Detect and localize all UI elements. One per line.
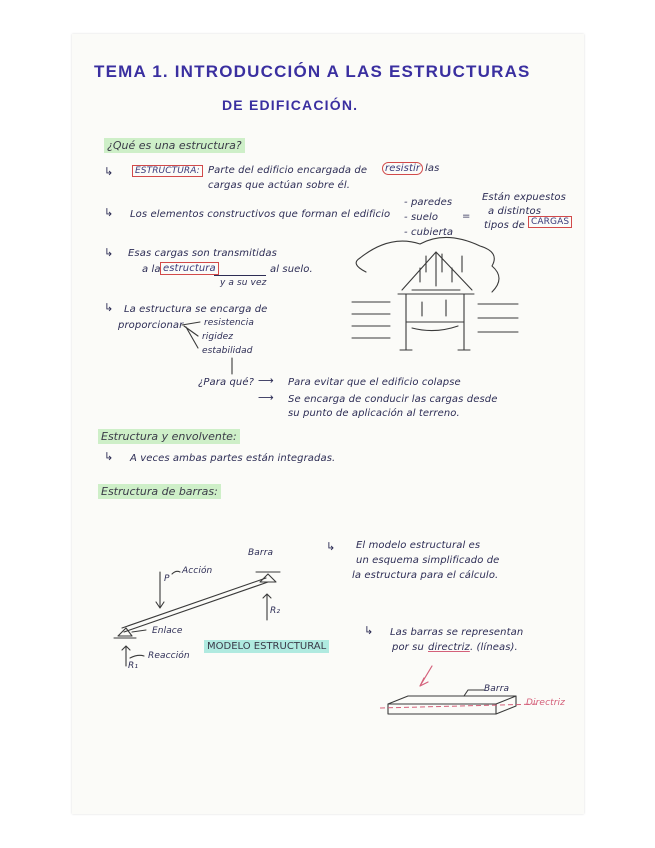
- label-p: P: [164, 574, 170, 584]
- transmit-line2-a: a la: [142, 264, 161, 275]
- elements-list-item: - suelo: [404, 212, 439, 223]
- provides-item: rigidez: [202, 332, 234, 342]
- transmit-sub: y a su vez: [220, 278, 267, 288]
- model-text-3: la estructura para el cálculo.: [352, 570, 499, 581]
- arrow-bullet-icon: ↳: [104, 450, 114, 463]
- equal-sign: =: [462, 211, 471, 222]
- why-question: ¿Para qué?: [198, 377, 255, 388]
- transmit-line1: Esas cargas son transmitidas: [128, 248, 277, 259]
- elements-list-item: - paredes: [404, 197, 453, 208]
- bars-text-2-a: por su: [392, 642, 424, 653]
- exposed-line2: a distintos: [488, 206, 542, 217]
- transmit-word-structure: estructura: [160, 262, 219, 275]
- arrow-bullet-icon: ↳: [104, 301, 114, 314]
- figure-label-directriz: Directriz: [526, 698, 565, 708]
- elements-text: Los elementos constructivos que forman el edificio: [130, 209, 391, 220]
- label-enlace: Enlace: [152, 626, 183, 636]
- figure-label-barra: Barra: [484, 684, 510, 694]
- label-r1: R₁: [128, 661, 139, 671]
- definition-line2: cargas que actúan sobre él.: [208, 180, 351, 191]
- provides-line2: proporcionar: [118, 320, 184, 331]
- provides-item: estabilidad: [202, 346, 253, 356]
- label-r2: R₂: [270, 606, 281, 616]
- page-title-line2: DE EDIFICACIÓN.: [222, 97, 359, 113]
- model-label-badge: MODELO ESTRUCTURAL: [204, 640, 329, 653]
- page-title-line1: TEMA 1. INTRODUCCIÓN A LAS ESTRUCTURAS: [94, 62, 531, 81]
- definition-line1-b: las: [425, 163, 440, 174]
- exposed-line3: tipos de: [484, 220, 525, 231]
- label-barra: Barra: [248, 548, 274, 558]
- envelope-text: A veces ambas partes están integradas.: [130, 453, 336, 464]
- why-answer-2: Se encarga de conducir las cargas desde: [288, 394, 498, 405]
- why-answer-1: Para evitar que el edificio colapse: [288, 377, 461, 388]
- long-arrow-icon: ⟶: [258, 374, 274, 387]
- model-text-1: El modelo estructural es: [356, 540, 481, 551]
- exposed-word-loads: CARGAS: [528, 216, 572, 228]
- exposed-line1: Están expuestos: [482, 192, 566, 203]
- transmit-line2-b: al suelo.: [270, 264, 313, 275]
- provides-line1: La estructura se encarga de: [124, 304, 268, 315]
- heading-bar-structure: Estructura de barras:: [98, 484, 221, 499]
- elements-list-item: - cubierta: [404, 227, 454, 238]
- bars-text-1: Las barras se representan: [390, 627, 524, 638]
- why-answer-3: su punto de aplicación al terreno.: [288, 408, 460, 419]
- model-text-2: un esquema simplificado de: [356, 555, 500, 566]
- label-accion: Acción: [182, 566, 213, 576]
- bars-text-word-directriz: directriz: [428, 642, 470, 653]
- heading-what-is-structure: ¿Qué es una estructura?: [104, 138, 245, 153]
- arrow-bullet-icon: ↳: [326, 540, 336, 553]
- provides-item: resistencia: [204, 318, 254, 328]
- long-arrow-icon: ⟶: [258, 391, 274, 404]
- definition-word-resist: resistir: [382, 162, 423, 175]
- arrow-bullet-icon: ↳: [364, 624, 374, 637]
- heading-envelope: Estructura y envolvente:: [98, 429, 240, 444]
- definition-line1-a: Parte del edificio encargada de: [208, 165, 368, 176]
- arrow-bullet-icon: ↳: [104, 206, 114, 219]
- building-loads-sketch: [350, 238, 520, 358]
- label-reaccion: Reacción: [148, 651, 190, 661]
- definition-term: ESTRUCTURA:: [132, 165, 203, 177]
- arrow-bullet-icon: ↳: [104, 165, 114, 178]
- arrow-bullet-icon: ↳: [104, 246, 114, 259]
- bars-text-2-b: . (líneas).: [470, 642, 518, 653]
